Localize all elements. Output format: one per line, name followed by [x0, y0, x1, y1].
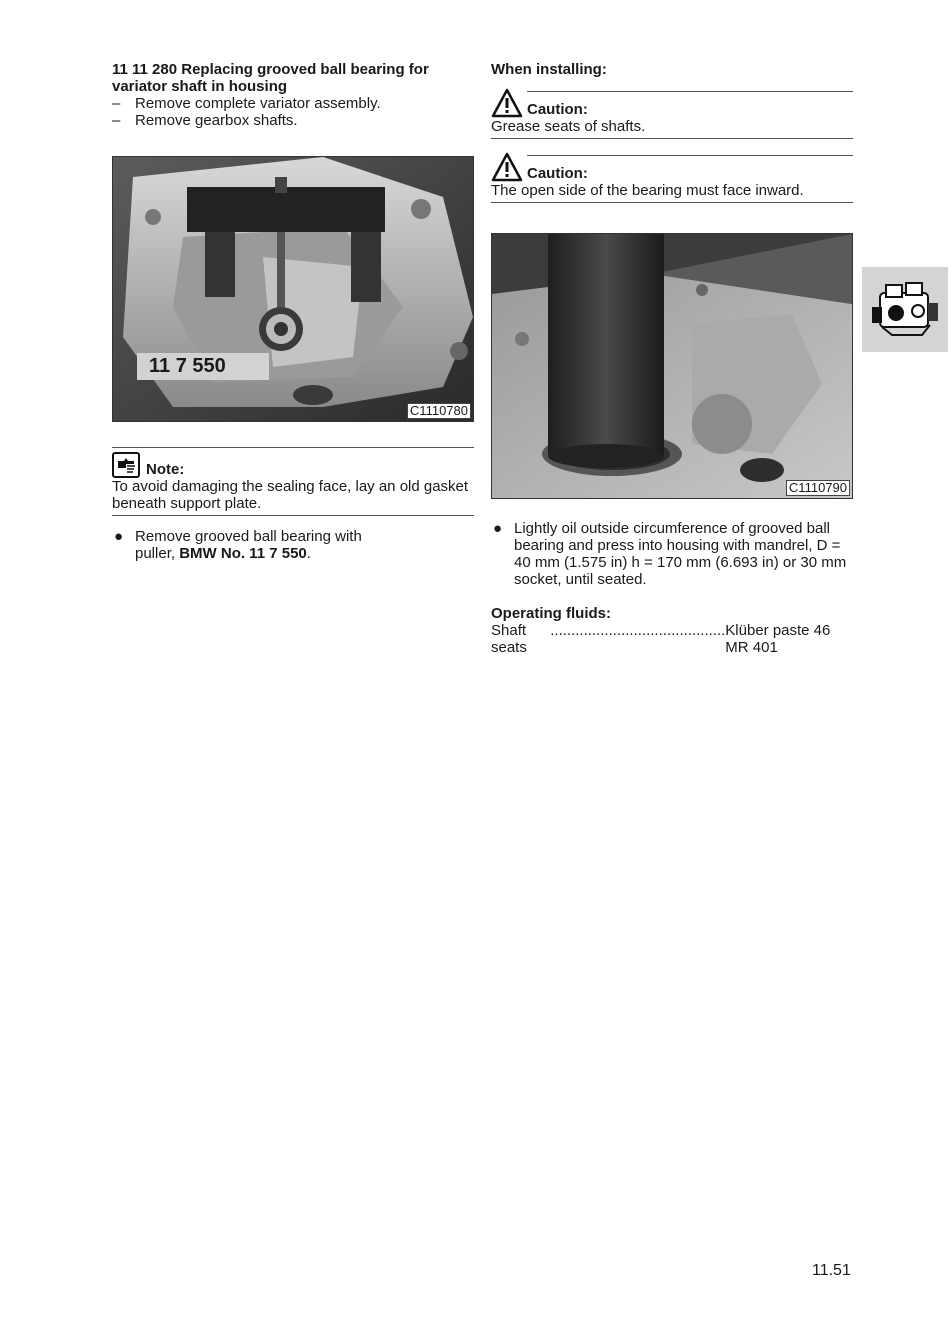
- step-text: Remove complete variator assembly.: [135, 95, 381, 112]
- right-column: [491, 61, 853, 656]
- caution-label: Caution:: [527, 101, 588, 118]
- installing-heading: When installing:: [491, 61, 607, 78]
- bullet-icon: ●: [493, 520, 503, 537]
- step-item: – Remove complete variator assembly.: [112, 95, 381, 112]
- chapter-tab: [862, 267, 948, 352]
- left-column: [112, 61, 474, 562]
- caution-box-2: [491, 155, 853, 203]
- puller-photo-illustration: [113, 157, 473, 421]
- section-heading: 11 11 280 Replacing grooved ball bearing for variator shaft in housing: [112, 61, 429, 95]
- step-text: Remove gearbox shafts.: [135, 112, 298, 129]
- note-label: Note:: [146, 461, 185, 478]
- figure-code: C1110780: [407, 403, 471, 419]
- figure-mandrel-photo: [491, 233, 853, 499]
- figure-puller-photo: [112, 156, 474, 422]
- caution-text: The open side of the bearing must face inward.: [491, 182, 804, 199]
- figure-code: C1110790: [786, 480, 850, 496]
- page-number: 11.51: [812, 1262, 851, 1279]
- note-hand-icon: [112, 452, 142, 478]
- fluid-item: Shaft seats: [491, 622, 527, 656]
- caution-box-1: [491, 91, 853, 139]
- mandrel-photo-illustration: [492, 234, 852, 498]
- engine-icon: [862, 267, 948, 352]
- tool-number-label: 11 7 550: [137, 353, 269, 380]
- caution-text: Grease seats of shafts.: [491, 118, 646, 135]
- leader-dots: ..........................................: [550, 622, 726, 639]
- operating-fluids-heading: Operating fluids:: [491, 605, 611, 622]
- fluid-row: [491, 622, 853, 656]
- warning-triangle-icon: [491, 152, 523, 182]
- oil-bearing-step: ● Lightly oil outside circumference of grooved ball bearing and press into housing with mandrel, D = 40 mm (1.575 in) h = 170 mm (6.693 in) or 30 mm socket, until seated.: [493, 520, 847, 588]
- tool-reference: BMW No. 11 7 550: [179, 545, 307, 562]
- note-box: [112, 447, 474, 516]
- remove-bearing-step: ● Remove grooved ball bearing with puller, BMW No. 11 7 550.: [114, 528, 362, 562]
- note-text: To avoid damaging the sealing face, lay an old gasket beneath support plate.: [112, 478, 469, 512]
- step-item: – Remove gearbox shafts.: [112, 112, 298, 129]
- bullet-icon: ●: [114, 528, 124, 545]
- caution-label: Caution:: [527, 165, 588, 182]
- warning-triangle-icon: [491, 88, 523, 118]
- fluid-value: Klüber paste 46 MR 401: [725, 622, 831, 656]
